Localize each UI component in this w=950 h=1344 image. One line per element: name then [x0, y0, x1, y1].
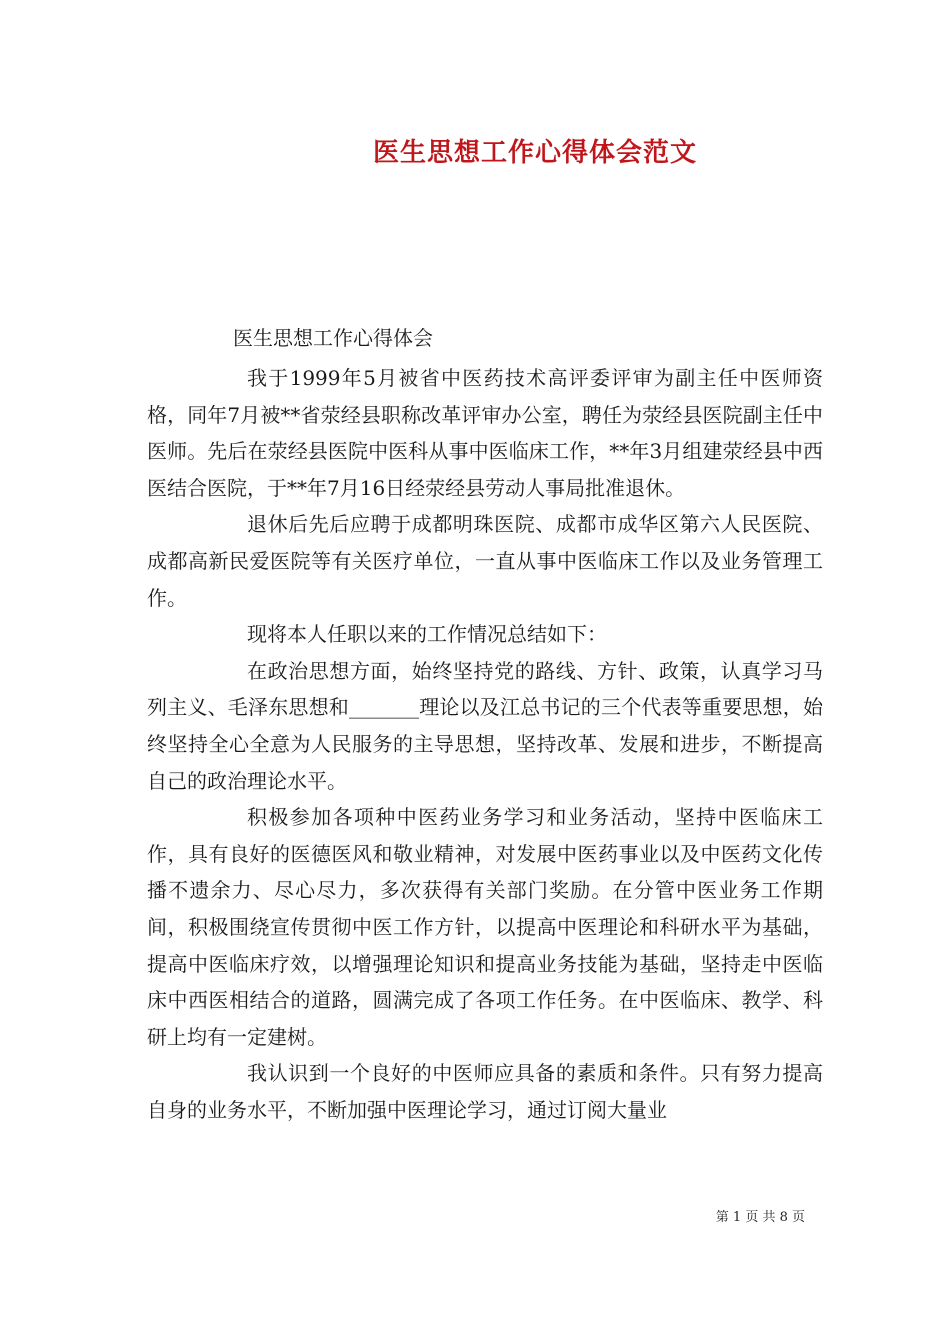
document-body — [147, 360, 823, 1128]
paragraph-6: 我认识到一个良好的中医师应具备的素质和条件。只有努力提高自身的业务水平，不断加强中医理论学习，通过订阅大量业 — [147, 1061, 823, 1122]
paragraph-5: 积极参加各项种中医药业务学习和业务活动，坚持中医临床工作，具有良好的医德医风和敬业精神，对发展中医药事业以及中医药文化传播不遗余力、尽心尽力，多次获得有关部门奖励。在分管中医业务工作期间，积极围绕宣传贯彻中医工作方针，以提高中医理论和科研水平为基础，提高中医临床疗效，以增强理论知识和提高业务技能为基础，坚持走中医临床中西医相结合的道路，圆满完成了各项工作任务。在中医临床、教学、科研上均有一定建树。 — [147, 805, 823, 1049]
paragraph-3: 现将本人任职以来的工作情况总结如下： — [247, 622, 607, 647]
page-footer: 第 1 页 共 8 页 — [715, 1210, 805, 1225]
document-title: 医生思想工作心得体会范文 — [372, 138, 697, 168]
document-subtitle: 医生思想工作心得体会 — [233, 326, 433, 350]
paragraph-4: 在政治思想方面，始终坚持党的路线、方针、政策，认真学习马列主义、毛泽东思想和_______理论以及江总书记的三个代表等重要思想，始终坚持全心全意为人民服务的主导思想，坚持改革、发展和进步，不断提高自己的政治理论水平。 — [147, 658, 823, 793]
paragraph-2: 退休后先后应聘于成都明珠医院、成都市成华区第六人民医院、成都高新民爱医院等有关医疗单位，一直从事中医临床工作以及业务管理工作。 — [147, 512, 823, 610]
paragraph-1: 我于1999年5月被省中医药技术高评委评审为副主任中医师资格，同年7月被**省荥经县职称改革评审办公室，聘任为荥经县医院副主任中医师。先后在荥经县医院中医科从事中医临床工作，**年3月组建荥经县中西医结合医院，于**年7月16日经荥经县劳动人事局批准退休。 — [147, 366, 823, 500]
